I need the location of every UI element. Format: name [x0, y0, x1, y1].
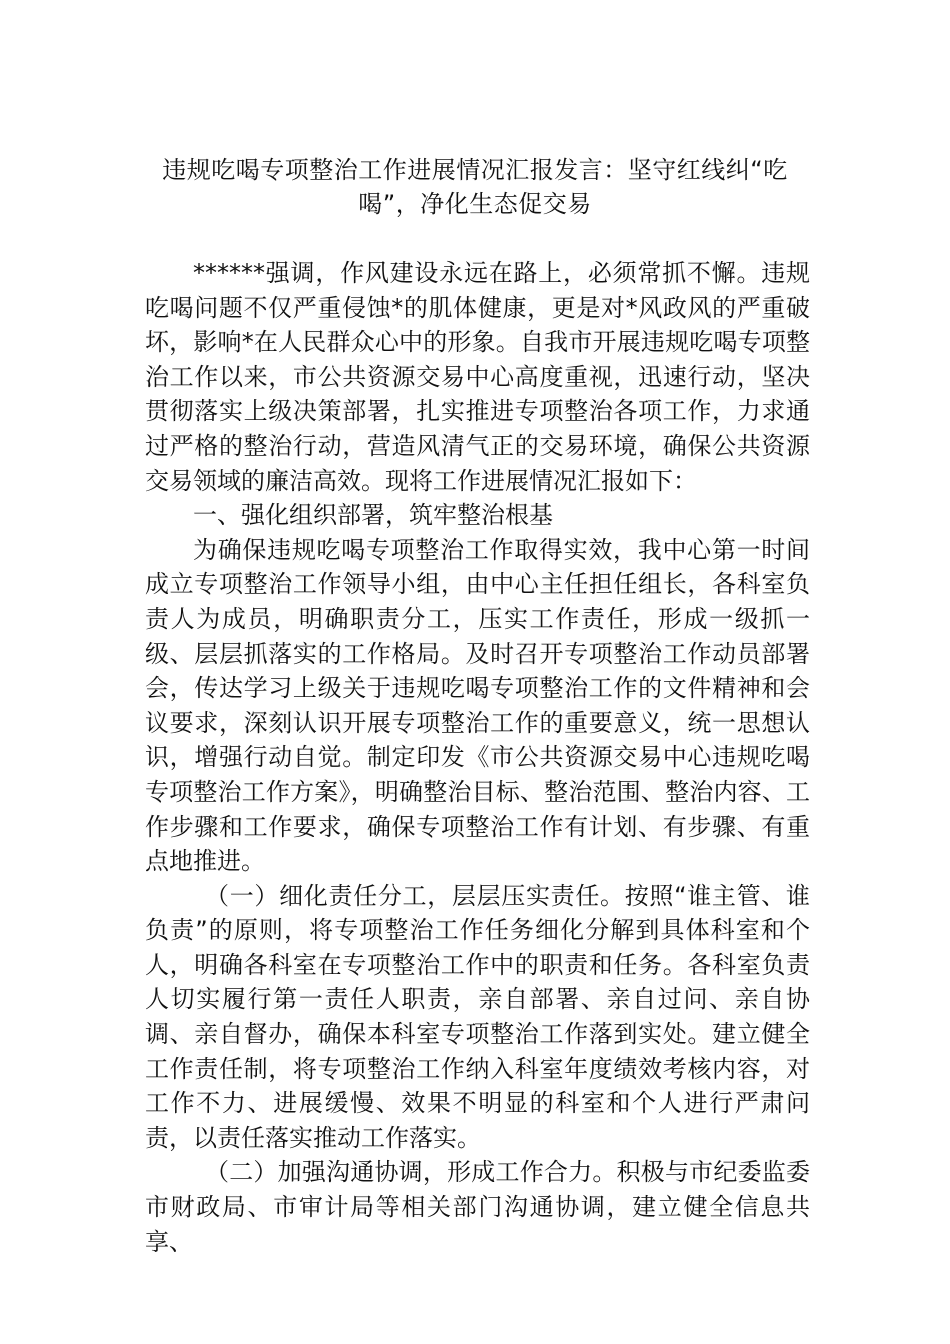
subsection-1: （一）细化责任分工，层层压实责任。按照“谁主管、谁负责”的原则，将专项整治工作任务细化分解到具体科室和个人，明确各科室在专项整治工作中的职责和任务。各科室负责人切实履行第一责任人职责，亲自部署、亲自过问、亲自协调、亲自督办，确保本科室专项整治工作落到实处。建立健全工作责任制，将专项整治工作纳入科室年度绩效考核内容，对工作不力、进展缓慢、效果不明显的科室和个人进行严肃问责，以责任落实推动工作落实。: [145, 881, 810, 1152]
subsection-2: （二）加强沟通协调，形成工作合力。积极与市纪委监委市财政局、市审计局等相关部门沟通协调，建立健全信息共享、: [145, 1158, 810, 1256]
document-body: [145, 256, 810, 1259]
paragraph-intro: ******强调，作风建设永远在路上，必须常抓不懈。违规吃喝问题不仅严重侵蚀*的肌体健康，更是对*风政风的严重破坏，影响*在人民群众心中的形象。自我市开展违规吃喝专项整治工作以来，市公共资源交易中心高度重视，迅速行动，坚决贯彻落实上级决策部署，扎实推进专项整治各项工作，力求通过严格的整治行动，营造风清气正的交易环境，确保公共资源交易领域的廉洁高效。现将工作进展情况汇报如下：: [145, 259, 810, 495]
paragraph-section-1: 为确保违规吃喝专项整治工作取得实效，我中心第一时间成立专项整治工作领导小组，由中心主任担任组长，各科室负责人为成员，明确职责分工，压实工作责任，形成一级抓一级、层层抓落实的工作格局。及时召开专项整治工作动员部署会，传达学习上级关于违规吃喝专项整治工作的文件精神和会议要求，深刻认识开展专项整治工作的重要意义，统一思想认识，增强行动自觉。制定印发《市公共资源交易中心违规吃喝专项整治工作方案》，明确整治目标、整治范围、整治内容、工作步骤和工作要求，确保专项整治工作有计划、有步骤、有重点地推进。: [145, 535, 810, 876]
document-title: 违规吃喝专项整治工作进展情况汇报发言：坚守红线纠“吃喝”，净化生态促交易: [162, 156, 788, 218]
section-heading-1: 一、强化组织部署，筑牢整治根基: [193, 501, 553, 530]
